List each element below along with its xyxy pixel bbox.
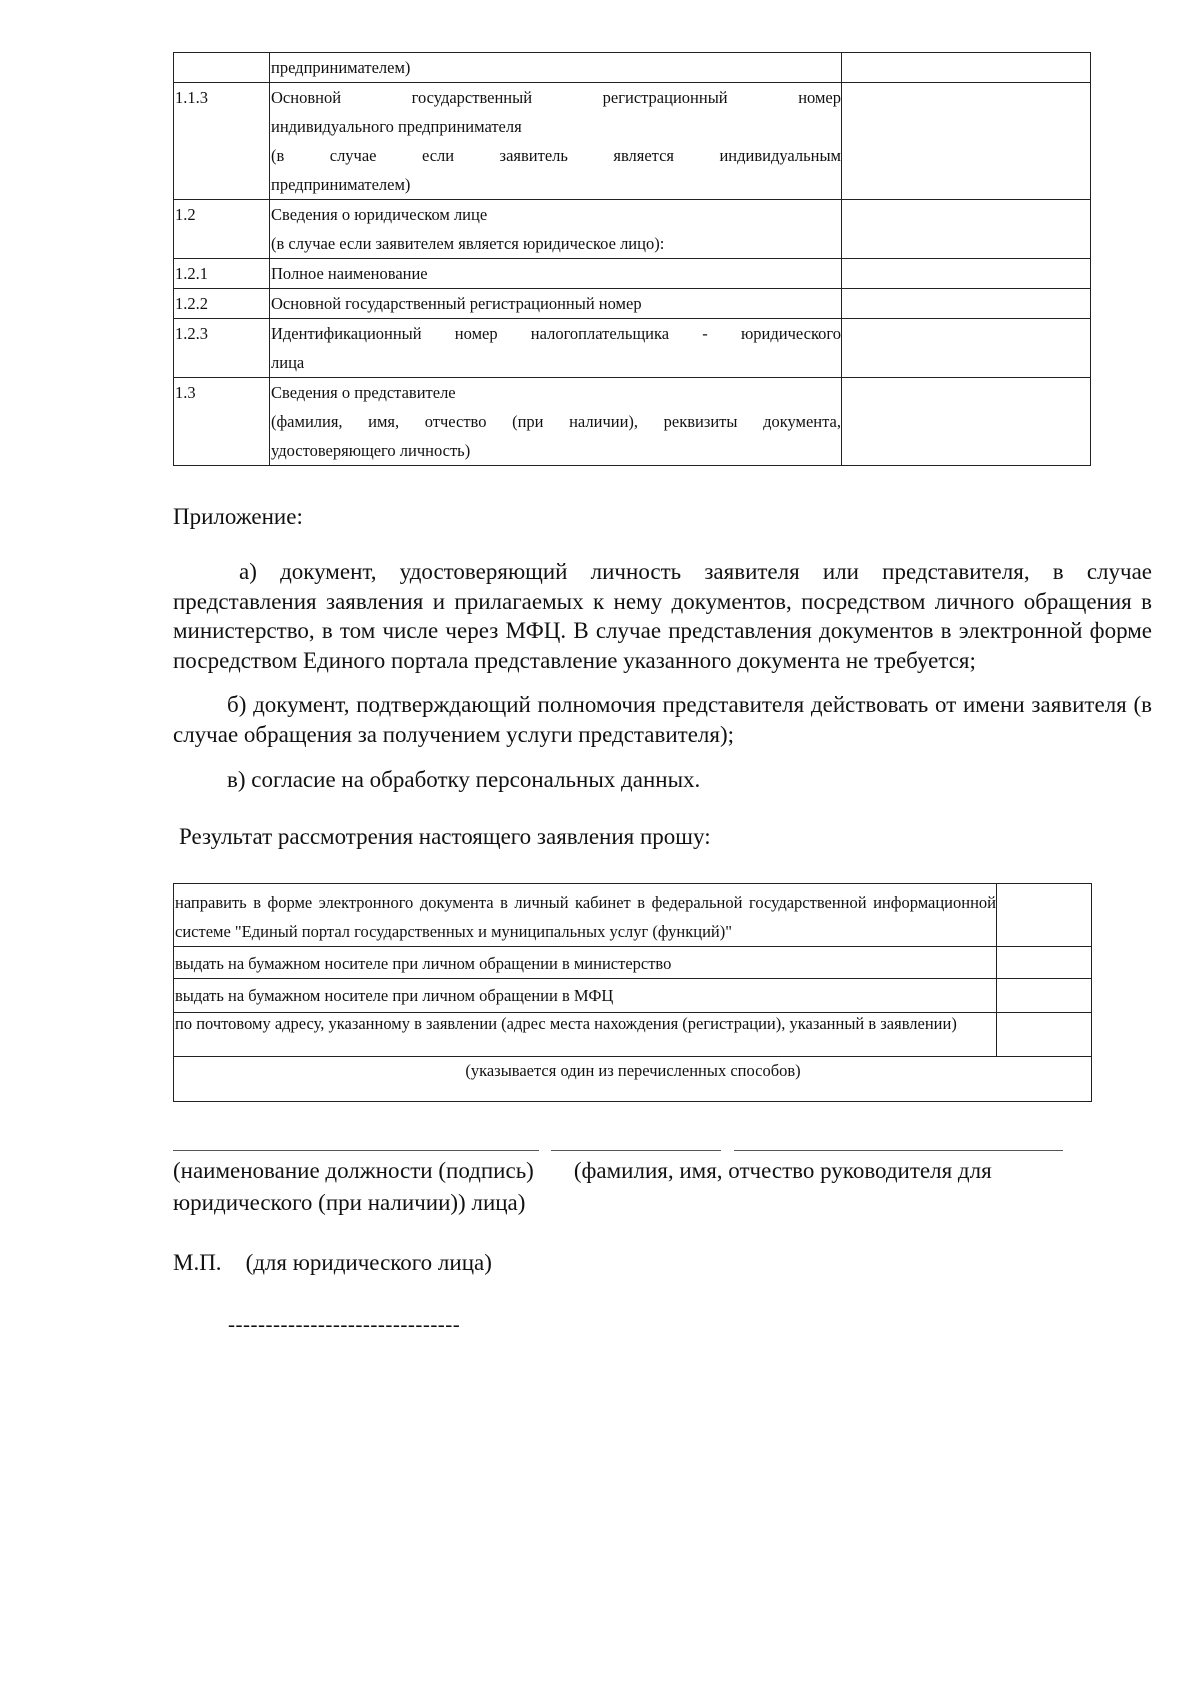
- applicant-info-table: [173, 52, 1091, 466]
- row-label-line: Основной государственный регистрационный номер: [271, 88, 841, 107]
- signature-line[interactable]: [551, 1150, 721, 1151]
- table-row: [174, 947, 1092, 979]
- annex-item-a: а) документ, удостоверяющий личность заявителя или представителя, в случае представления заявления и прилагаемых к нему документов, посредством личного обращения в министерство, в том числе через МФЦ. В случае представления документов в электронной форме посредством Единого портала представление указанного документа не требуется;: [173, 559, 1152, 673]
- table-row: [174, 319, 1091, 378]
- row-label-line: индивидуального предпринимателя: [271, 117, 522, 136]
- table-row: [174, 200, 1091, 259]
- result-note: (указывается один из перечисленных способов): [174, 1057, 1092, 1102]
- annex-item-c: в) согласие на обработку персональных данных.: [227, 767, 701, 792]
- row-label: [270, 259, 842, 289]
- result-option-label: выдать на бумажном носителе при личном обращении в МФЦ: [174, 979, 997, 1013]
- result-option-checkbox[interactable]: [997, 1013, 1092, 1057]
- row-label-line: Сведения о юридическом лице: [271, 205, 488, 224]
- annex-title: Приложение:: [173, 504, 303, 529]
- table-row: [174, 259, 1091, 289]
- row-label: [270, 319, 842, 378]
- result-option-label: выдать на бумажном носителе при личном обращении в министерство: [174, 947, 997, 979]
- table-row: [174, 53, 1091, 83]
- annex-item-b: б) документ, подтверждающий полномочия представителя действовать от имени заявителя (в случае обращения за получением услуги представителя);: [173, 692, 1152, 747]
- row-label: [270, 200, 842, 259]
- row-label: [270, 53, 842, 83]
- table-row: [174, 979, 1092, 1013]
- row-label-line: (фамилия, имя, отчество (при наличии), реквизиты документа,: [271, 412, 841, 431]
- table-row: [174, 884, 1092, 947]
- row-number: 1.3: [174, 378, 270, 466]
- signature-caption-part2: (фамилия, имя, отчество руководителя для юридического (при наличии)) лица): [173, 1158, 992, 1215]
- table-row: [174, 378, 1091, 466]
- result-option-checkbox[interactable]: [997, 979, 1092, 1013]
- stamp-label: М.П.: [173, 1250, 222, 1275]
- row-label-line: Полное наименование: [271, 264, 428, 283]
- table-row: [174, 289, 1091, 319]
- row-label: [270, 289, 842, 319]
- value-cell[interactable]: [842, 200, 1091, 259]
- value-cell[interactable]: [842, 53, 1091, 83]
- row-label-line: предпринимателем): [271, 175, 411, 194]
- row-number: 1.2.1: [174, 259, 270, 289]
- value-cell[interactable]: [842, 83, 1091, 200]
- value-cell[interactable]: [842, 378, 1091, 466]
- row-number: 1.2: [174, 200, 270, 259]
- value-cell[interactable]: [842, 289, 1091, 319]
- result-option-label: направить в форме электронного документа в личный кабинет в федеральной государственной информационной системе "Единый портал государственных и муниципальных услуг (функций)": [174, 884, 997, 947]
- position-signature-line[interactable]: [173, 1150, 539, 1151]
- row-number: 1.2.2: [174, 289, 270, 319]
- result-option-checkbox[interactable]: [997, 884, 1092, 947]
- signature-caption: [173, 1155, 1073, 1219]
- row-label: [270, 378, 842, 466]
- row-label-line: предпринимателем): [271, 58, 411, 77]
- row-number: [174, 53, 270, 83]
- table-row: [174, 1057, 1092, 1102]
- stamp-note: (для юридического лица): [245, 1250, 492, 1275]
- row-label-line: Основной государственный регистрационный номер: [271, 294, 642, 313]
- result-option-label: по почтовому адресу, указанному в заявлении (адрес места нахождения (регистрации), указанный в заявлении): [174, 1013, 997, 1057]
- dashed-divider: -------------------------------: [228, 1312, 461, 1336]
- full-name-line[interactable]: [734, 1150, 1063, 1151]
- signature-caption-part1: (наименование должности (подпись): [173, 1158, 534, 1183]
- row-label-line: удостоверяющего личность): [271, 441, 471, 460]
- row-label-line: (в случае если заявитель является индивидуальным: [271, 146, 841, 165]
- row-number: 1.1.3: [174, 83, 270, 200]
- result-option-checkbox[interactable]: [997, 947, 1092, 979]
- row-number: 1.2.3: [174, 319, 270, 378]
- row-label: [270, 83, 842, 200]
- table-row: [174, 1013, 1092, 1057]
- row-label-line: лица: [271, 353, 305, 372]
- stamp-block: [173, 1250, 492, 1276]
- result-title: Результат рассмотрения настоящего заявления прошу:: [179, 824, 711, 849]
- result-method-table: [173, 883, 1092, 1102]
- table-row: [174, 83, 1091, 200]
- row-label-line: Идентификационный номер налогоплательщика - юридического: [271, 324, 841, 343]
- value-cell[interactable]: [842, 319, 1091, 378]
- row-label-line: Сведения о представителе: [271, 383, 456, 402]
- row-label-line: (в случае если заявителем является юридическое лицо):: [271, 234, 665, 253]
- value-cell[interactable]: [842, 259, 1091, 289]
